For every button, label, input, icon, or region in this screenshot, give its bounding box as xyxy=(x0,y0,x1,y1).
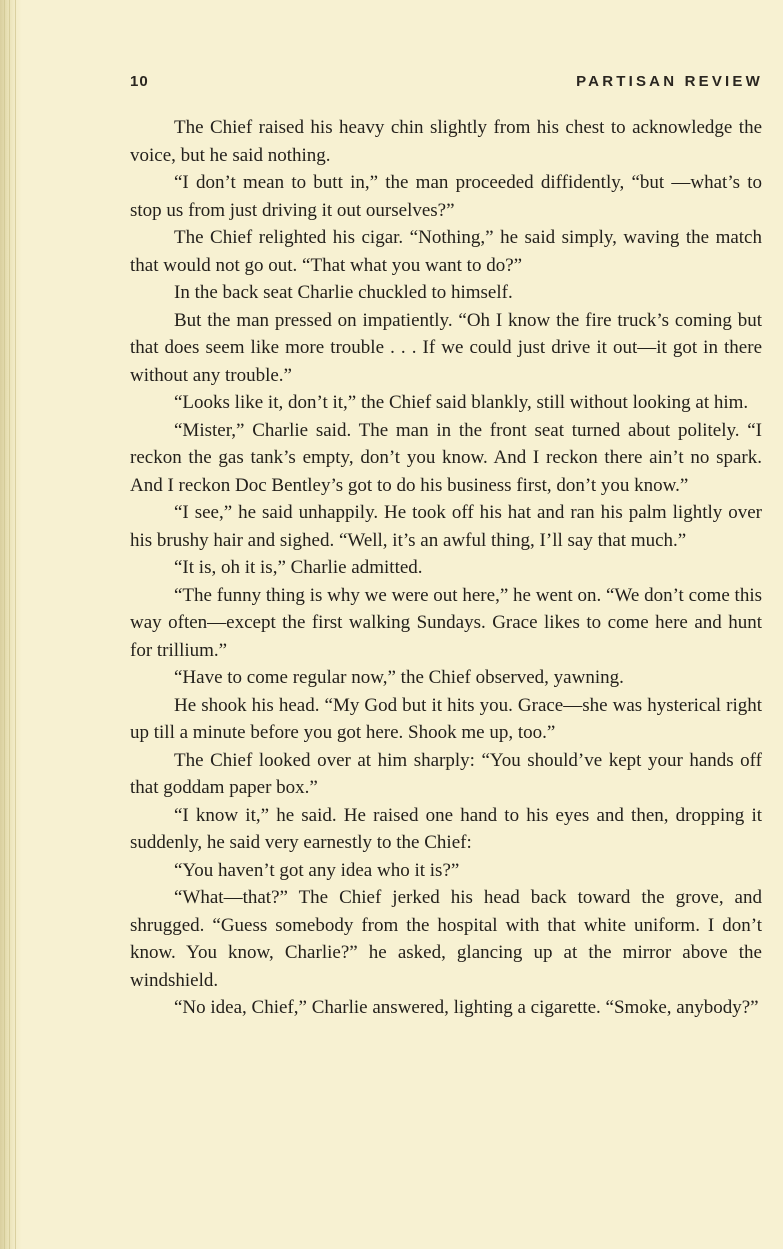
paragraph: “What—that?” The Chief jerked his head back toward the grove, and shrugged. “Guess somebody from the hospital with that white uniform. I don’t know. You know, Charlie?” he asked, glancing up at the mirror above the windshield. xyxy=(130,887,762,991)
paragraph: “I don’t mean to butt in,” the man proceeded diffidently, “but —what’s to stop us from just driving it out ourselves?” xyxy=(130,172,762,221)
paragraph: “Looks like it, don’t it,” the Chief said blankly, still without looking at him. xyxy=(174,392,749,413)
paragraph: “You haven’t got any idea who it is?” xyxy=(174,859,460,881)
paragraph: “Mister,” Charlie said. The man in the front seat turned about politely. “I reckon the gas tank’s empty, don’t you know. And I reckon there ain’t no spark. And I reckon Doc Bentley’s got to do his business first, don’t you know.” xyxy=(130,419,762,496)
paragraph: But the man pressed on impatiently. “Oh I know the fire truck’s coming but that does seem like more trouble . . . If we could just drive it out—it got in there without any trouble.” xyxy=(130,309,762,386)
gutter-line xyxy=(15,0,16,1249)
paragraph: “No idea, Chief,” Charlie answered, lighting a cigarette. “Smoke, anybody?” xyxy=(174,997,759,1018)
paragraph: “The funny thing is why we were out here,” he went on. “We don’t come this way often—except the first walking Sundays. Grace likes to come here and hunt for trillium.” xyxy=(130,584,762,661)
paragraph: The Chief looked over at him sharply: “You should’ve kept your hands off that goddam paper box.” xyxy=(130,749,762,798)
body-text xyxy=(130,114,762,1022)
paragraph: “I know it,” he said. He raised one hand to his eyes and then, dropping it suddenly, he said very earnestly to the Chief: xyxy=(130,804,762,853)
paragraph: The Chief raised his heavy chin slightly from his chest to acknowledge the voice, but he said nothing. xyxy=(130,117,762,166)
paragraph: He shook his head. “My God but it hits you. Grace—she was hysterical right up till a minute before you got here. Shook me up, too.” xyxy=(130,694,762,743)
paragraph: “Have to come regular now,” the Chief observed, yawning. xyxy=(174,667,624,688)
paragraph: “I see,” he said unhappily. He took off his hat and ran his palm lightly over his brushy hair and sighed. “Well, it’s an awful thing, I’ll say that much.” xyxy=(130,502,762,551)
page-number: 10 xyxy=(130,73,149,90)
paragraph: “It is, oh it is,” Charlie admitted. xyxy=(174,557,423,578)
gutter-line xyxy=(9,0,10,1249)
running-head: PARTISAN REVIEW xyxy=(576,73,763,90)
paragraph: The Chief relighted his cigar. “Nothing,” he said simply, waving the match that would not go out. “That what you want to do?” xyxy=(130,227,762,276)
gutter-line xyxy=(4,0,5,1249)
paragraph: In the back seat Charlie chuckled to himself. xyxy=(174,282,513,303)
